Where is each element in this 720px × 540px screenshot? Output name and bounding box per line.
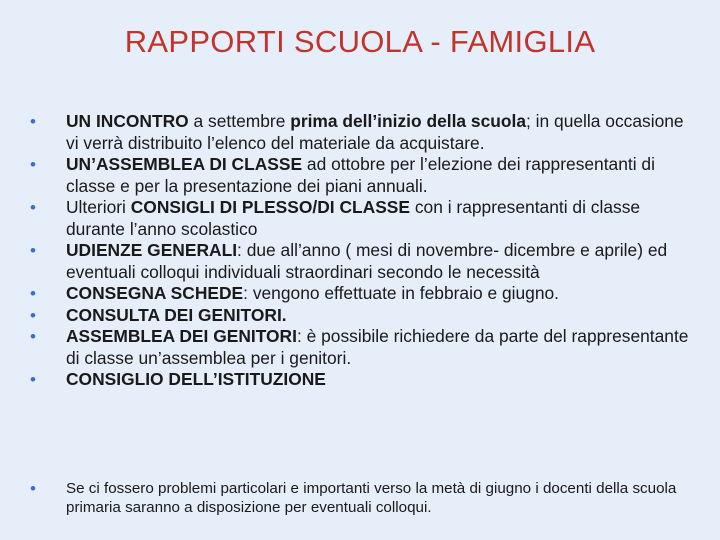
bullet-keyword: UN INCONTRO bbox=[66, 111, 189, 131]
bullet-text: ad ottobre per l’elezione dei rappresentanti di classe e per la presentazione dei piani annuali. bbox=[66, 154, 655, 196]
bullet-item bbox=[30, 197, 700, 240]
bullet-keyword: CONSIGLI DI PLESSO/DI CLASSE bbox=[130, 197, 411, 217]
bullet-item bbox=[30, 111, 700, 154]
slide-title: RAPPORTI SCUOLA - FAMIGLIA bbox=[124, 24, 596, 59]
bullet-icon: • bbox=[30, 155, 36, 174]
bullet-icon: • bbox=[30, 327, 36, 346]
bullet-keyword: CONSULTA DEI GENITORI. bbox=[66, 304, 287, 325]
bullet-item bbox=[30, 240, 700, 283]
bullet-keyword: UN’ASSEMBLEA DI CLASSE bbox=[66, 154, 303, 174]
bullet-item bbox=[30, 305, 700, 327]
bullet-keyword: CONSIGLIO DELL’ISTITUZIONE bbox=[66, 369, 326, 389]
bullet-icon: • bbox=[30, 284, 36, 303]
footer-note bbox=[30, 479, 710, 517]
bullet-icon: • bbox=[30, 112, 36, 131]
bullet-keyword: UDIENZE GENERALI bbox=[66, 240, 238, 260]
bullet-text: ; in quella occasione vi verrà distribuito l’elenco del materiale da acquistare. bbox=[66, 111, 684, 153]
bullet-icon: • bbox=[30, 305, 36, 325]
bullet-item bbox=[30, 283, 700, 305]
bullet-icon: • bbox=[30, 370, 36, 389]
bullet-text: Ulteriori bbox=[66, 197, 131, 217]
bullet-icon: • bbox=[30, 198, 36, 217]
bullet-text: : è possibile richiedere da parte del rappresentante di classe un’assemblea per i genitori. bbox=[66, 326, 689, 368]
bullet-keyword: ASSEMBLEA DEI GENITORI bbox=[66, 326, 297, 346]
bullet-text: : due all’anno ( mesi di novembre- dicembre e aprile) ed eventuali colloqui individuali straordinari secondo le necessità bbox=[66, 240, 668, 282]
bullet-text: a settembre bbox=[188, 111, 291, 131]
bullet-text: : vengono effettuate in febbraio e giugno. bbox=[243, 283, 560, 303]
bullet-icon: • bbox=[30, 479, 36, 498]
bullet-item bbox=[30, 369, 700, 391]
bullet-keyword: prima dell’inizio della scuola bbox=[290, 111, 527, 131]
bullet-text: con i rappresentanti di classe durante l’anno scolastico bbox=[66, 197, 641, 239]
bullet-item bbox=[30, 154, 700, 197]
bullet-keyword: CONSEGNA SCHEDE bbox=[66, 283, 244, 303]
bullet-item bbox=[30, 326, 700, 369]
bullet-list bbox=[30, 111, 700, 391]
bullet-icon: • bbox=[30, 241, 36, 260]
footer-note-text: Se ci fossero problemi particolari e importanti verso la metà di giugno i docenti della scuola primaria saranno a disposizione per eventuali colloqui. bbox=[66, 480, 677, 516]
